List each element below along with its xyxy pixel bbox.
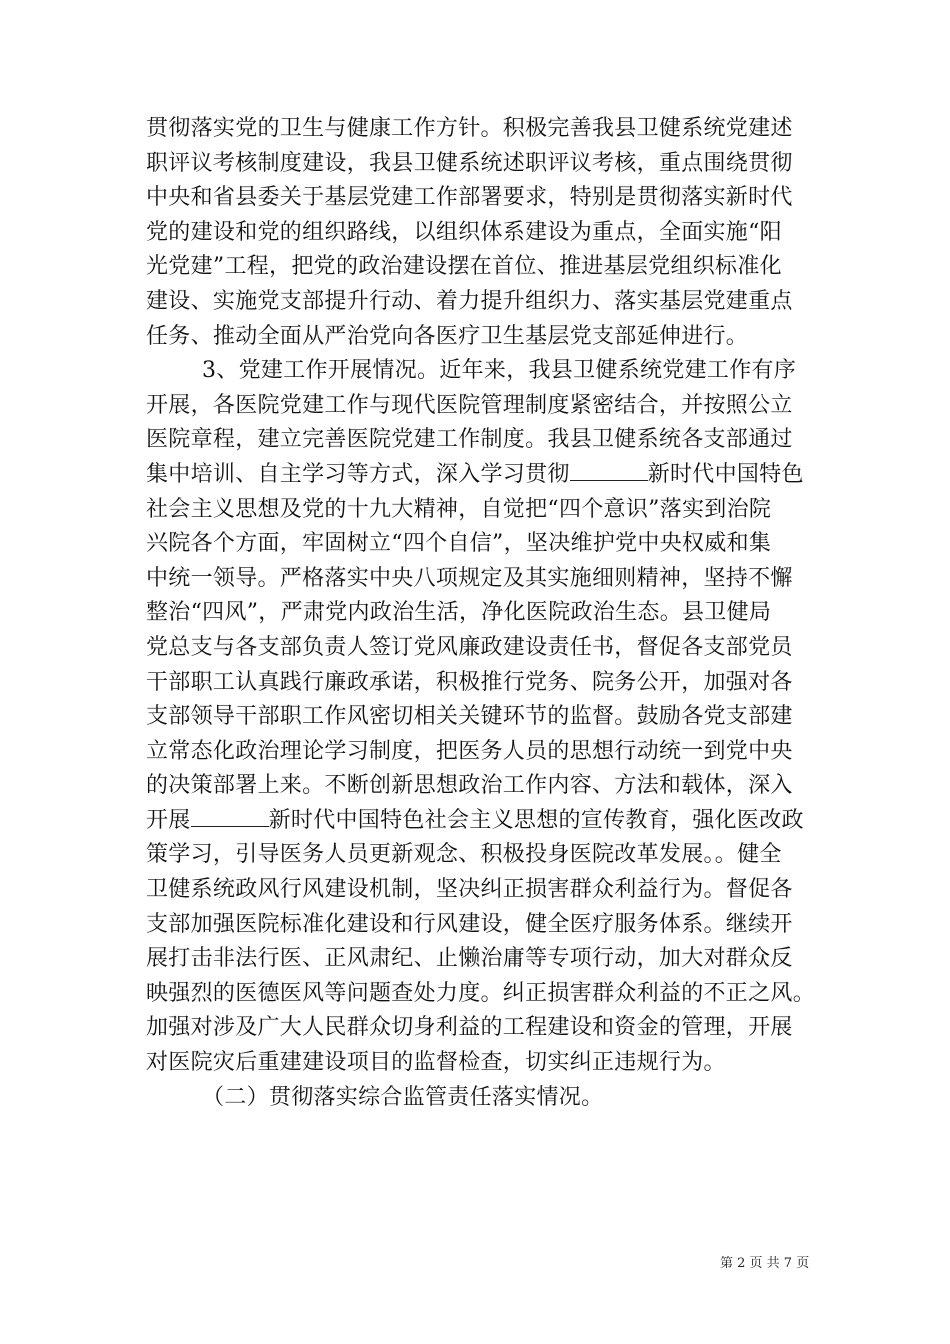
text-line: 对医院灾后重建建设项目的监督检查，切实纠正违规行为。 bbox=[146, 1050, 726, 1076]
section-heading: （二）贯彻落实综合监管责任落实情况。 bbox=[202, 1084, 604, 1110]
blank-underline bbox=[570, 462, 648, 481]
text-line: 任务、推动全面从严治党向各医疗卫生基层党支部延伸进行。 bbox=[146, 323, 749, 349]
document-body bbox=[146, 112, 818, 1115]
text-segment: 新时代中国特色社会主义思想的宣传教育，强化医改政 bbox=[268, 807, 804, 833]
page-number-footer: 第 2 页 共 7 页 bbox=[720, 1256, 810, 1271]
text-line: 立常态化政治理论学习制度，把医务人员的思想行动统一到党中央 bbox=[146, 738, 793, 764]
text-line: 支部领导干部职工作风密切相关关键环节的监督。鼓励各党支部建 bbox=[146, 704, 793, 730]
text-segment: 新时代中国特色 bbox=[647, 461, 804, 487]
text-line: 中统一领导。严格落实中央八项规定及其实施细则精神，坚持不懈 bbox=[146, 565, 793, 591]
text-line: 医院章程，建立完善医院党建工作制度。我县卫健系统各支部通过 bbox=[146, 427, 793, 453]
text-line: 建设、实施党支部提升行动、着力提升组织力、落实基层党建重点 bbox=[146, 288, 793, 314]
text-line: 整治“四风”，严肃党内政治生活，净化医院政治生态。县卫健局 bbox=[146, 600, 772, 626]
text-line-with-blank bbox=[146, 458, 818, 493]
text-line: 兴院各个方面，牢固树立“四个自信”，坚决维护党中央权威和集 bbox=[146, 531, 772, 557]
text-line: 卫健系统政风行风建设机制，坚决纠正损害群众利益行为。督促各 bbox=[146, 877, 793, 903]
text-line: 开展，各医院党建工作与现代医院管理制度紧密结合，并按照公立 bbox=[146, 392, 793, 418]
text-line: 中央和省县委关于基层党建工作部署要求，特别是贯彻落实新时代 bbox=[146, 185, 793, 211]
text-line: 党的建设和党的组织路线，以组织体系建设为重点，全面实施“阳 bbox=[146, 219, 782, 245]
text-line-with-blank bbox=[146, 804, 818, 839]
text-segment: 开展 bbox=[146, 807, 191, 833]
text-line: 加强对涉及广大人民群众切身利益的工程建设和资金的管理，开展 bbox=[146, 1015, 793, 1041]
blank-underline bbox=[191, 808, 269, 827]
text-line: 党总支与各支部负责人签订党风廉政建设责任书，督促各支部党员 bbox=[146, 634, 793, 660]
text-line: 的决策部署上来。不断创新思想政治工作内容、方法和载体，深入 bbox=[146, 773, 793, 799]
text-line-paragraph-start: 3、党建工作开展情况。近年来，我县卫健系统党建工作有序 bbox=[202, 358, 797, 384]
text-segment: 集中培训、自主学习等方式，深入学习贯彻 bbox=[146, 461, 570, 487]
text-line: 支部加强医院标准化建设和行风建设，健全医疗服务体系。继续开 bbox=[146, 911, 793, 937]
text-line: 干部职工认真践行廉政承诺，积极推行党务、院务公开，加强对各 bbox=[146, 669, 793, 695]
text-line: 社会主义思想及党的十九大精神，自觉把“四个意识”落实到治院 bbox=[146, 496, 772, 522]
text-line: 展打击非法行医、正风肃纪、止懒治庸等专项行动，加大对群众反 bbox=[146, 946, 793, 972]
text-line: 职评议考核制度建设，我县卫健系统述职评议考核，重点围绕贯彻 bbox=[146, 150, 793, 176]
text-line: 贯彻落实党的卫生与健康工作方针。积极完善我县卫健系统党建述 bbox=[146, 116, 793, 141]
text-line: 映强烈的医德医风等问题查处力度。纠正损害群众利益的不正之风。 bbox=[146, 980, 816, 1006]
text-line: 光党建”工程，把党的政治建设摆在首位、推进基层党组织标准化 bbox=[146, 254, 782, 280]
text-line: 策学习，引导医务人员更新观念、积极投身医院改革发展。。健全 bbox=[146, 842, 782, 868]
